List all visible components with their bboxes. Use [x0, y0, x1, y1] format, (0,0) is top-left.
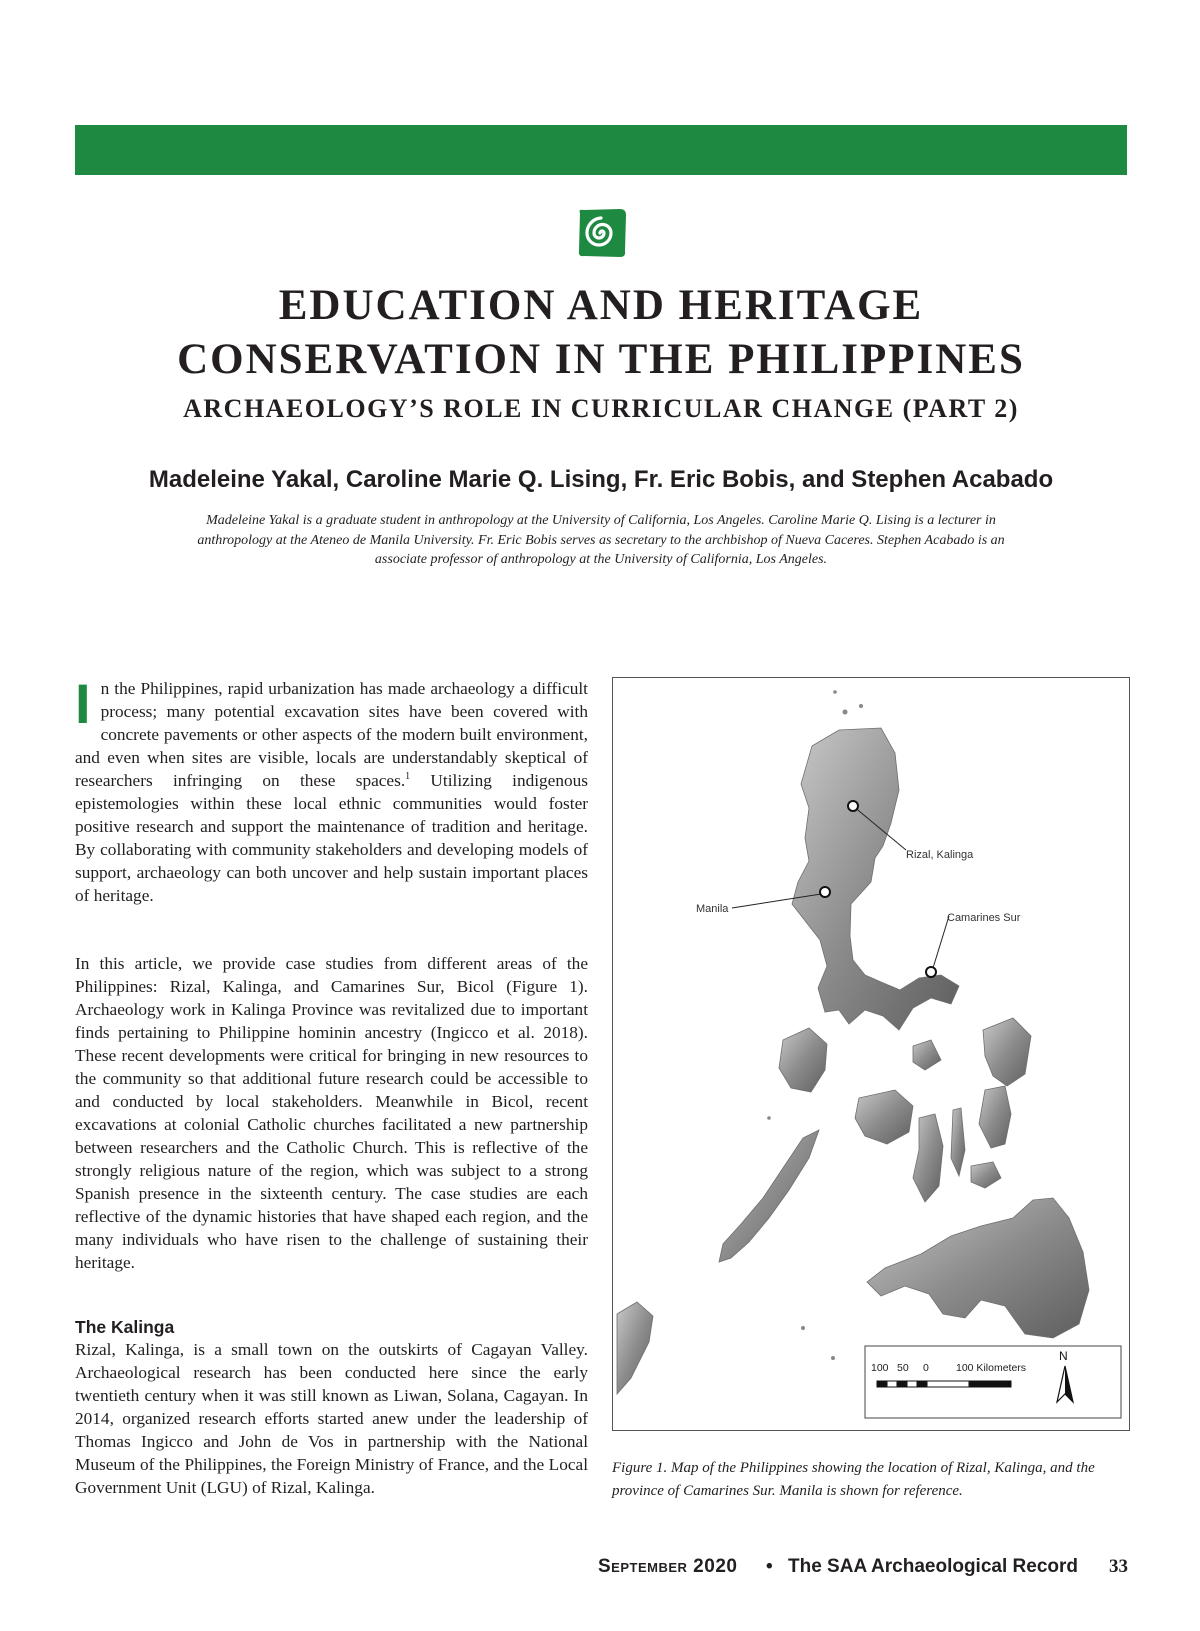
map-luzon: [792, 728, 959, 1030]
header-band: [75, 125, 1127, 175]
drop-cap: I: [75, 672, 91, 735]
section-heading: The Kalinga: [75, 1317, 175, 1337]
paragraph-intro: [75, 672, 588, 907]
map-masbate: [913, 1040, 941, 1070]
article-subtitle: ARCHAEOLOGY’S ROLE IN CURRICULAR CHANGE (PART 2): [183, 394, 1019, 423]
scale-unit: 100 Kilometers: [956, 1362, 1027, 1374]
page-number: 33: [1109, 1556, 1128, 1577]
north-label: N: [1059, 1349, 1068, 1363]
map-cebu: [951, 1108, 965, 1176]
footer-journal: The SAA Archaeological Record: [788, 1556, 1078, 1577]
author-list: Madeleine Yakal, Caroline Marie Q. Lising, Fr. Eric Bobis, and Stephen Acabado: [148, 466, 1054, 493]
paragraph-intro-text-cont: Utilizing indigenous epistemologies within these local ethnic communities would foster positive research and support the maintenance of tradition and heritage. By collaborating with community stakeholders and developing models of support, archaeology can both uncover and help sustain important places of heritage.: [75, 771, 588, 905]
map-mindanao: [867, 1198, 1089, 1338]
footer-date: September 2020: [598, 1556, 738, 1577]
scale-tick-50: 50: [897, 1362, 909, 1374]
scale-bar: [877, 1381, 1011, 1387]
map-palawan: [719, 1130, 819, 1262]
label-camarines-sur: Camarines Sur: [947, 912, 1021, 924]
footnote-ref[interactable]: 1: [405, 771, 411, 783]
marker-rizal-kalinga: [848, 801, 858, 811]
paragraph-kalinga: Rizal, Kalinga, is a small town on the outskirts of Cagayan Valley. Archaeological research has been conducted here since the early twentieth century when it was still known as Liwan, Solana, Cagayan. In 2014, organized research efforts started anew under the leadership of Thomas Ingicco and John de Vos in partnership with the National Museum of the Philippines, the Foreign Ministry of France, and the Local Government Unit (LGU) of Rizal, Kalinga.: [75, 1340, 588, 1497]
scale-tick-100: 100: [871, 1362, 889, 1374]
figure-map: [612, 677, 1130, 1431]
map-negros: [913, 1114, 943, 1202]
map-panay: [855, 1090, 913, 1144]
map-samar: [983, 1018, 1031, 1086]
page-footer: [598, 1552, 1128, 1582]
map-sulu-islets: [617, 1302, 653, 1394]
paragraph-intro-text: n the Philippines, rapid urbanization has made archaeology a difficult process; many potential excavation sites have been covered with concrete pavements or other aspects of the modern built environment, and even when sites are visible, locals are understandably skeptical of researchers infringing on these spaces.: [75, 679, 588, 790]
label-rizal-kalinga: Rizal, Kalinga: [906, 849, 974, 861]
spiral-icon: [576, 207, 628, 259]
marker-manila: [820, 887, 830, 897]
footer-bullet: •: [766, 1556, 773, 1577]
figure-caption: Figure 1. Map of the Philippines showing the location of Rizal, Kalinga, and the province of Camarines Sur. Manila is shown for reference.: [612, 1460, 1095, 1499]
article-title-line2: CONSERVATION IN THE PHILIPPINES: [177, 336, 1025, 383]
paragraph-case-studies: In this article, we provide case studies from different areas of the Philippines: Rizal, Kalinga, and Camarines Sur, Bicol (Figure 1). Archaeology work in Kalinga Province was revitalized due to important finds pertaining to Philippine hominin ancestry (Ingicco et al. 2018). These recent developments were critical for bringing in new resources to the community so that additional future research could be accessible to and conducted by local stakeholders. Meanwhile in Bicol, recent excavations at colonial Catholic churches facilitated a new partnership between researchers and the Catholic Church. This is reflective of the strongly religious nature of the region, which was subject to a strong Spanish presence in the sixteenth century. The case studies are each reflective of the dynamic histories that have shaped each region, and the many individuals who have risen to the challenge of sustaining their heritage.: [75, 954, 588, 1272]
article-title-line1: EDUCATION AND HERITAGE: [278, 282, 924, 329]
label-manila: Manila: [696, 903, 729, 915]
author-bio: Madeleine Yakal is a graduate student in anthropology at the University of California, Los Angeles. Caroline Marie Q. Lising is a lecturer in anthropology at the Ateneo de Manila University. Fr. Eric Bobis serves as secretary to the archbishop of Nueva Caceres. Stephen Acabado is an associate professor of anthropology at the University of California, Los Angeles.: [197, 513, 1005, 567]
map-mindoro: [779, 1028, 827, 1092]
map-leyte: [979, 1086, 1011, 1148]
marker-camarines-sur: [926, 967, 936, 977]
map-bohol: [971, 1162, 1001, 1188]
scale-tick-0: 0: [923, 1362, 929, 1374]
